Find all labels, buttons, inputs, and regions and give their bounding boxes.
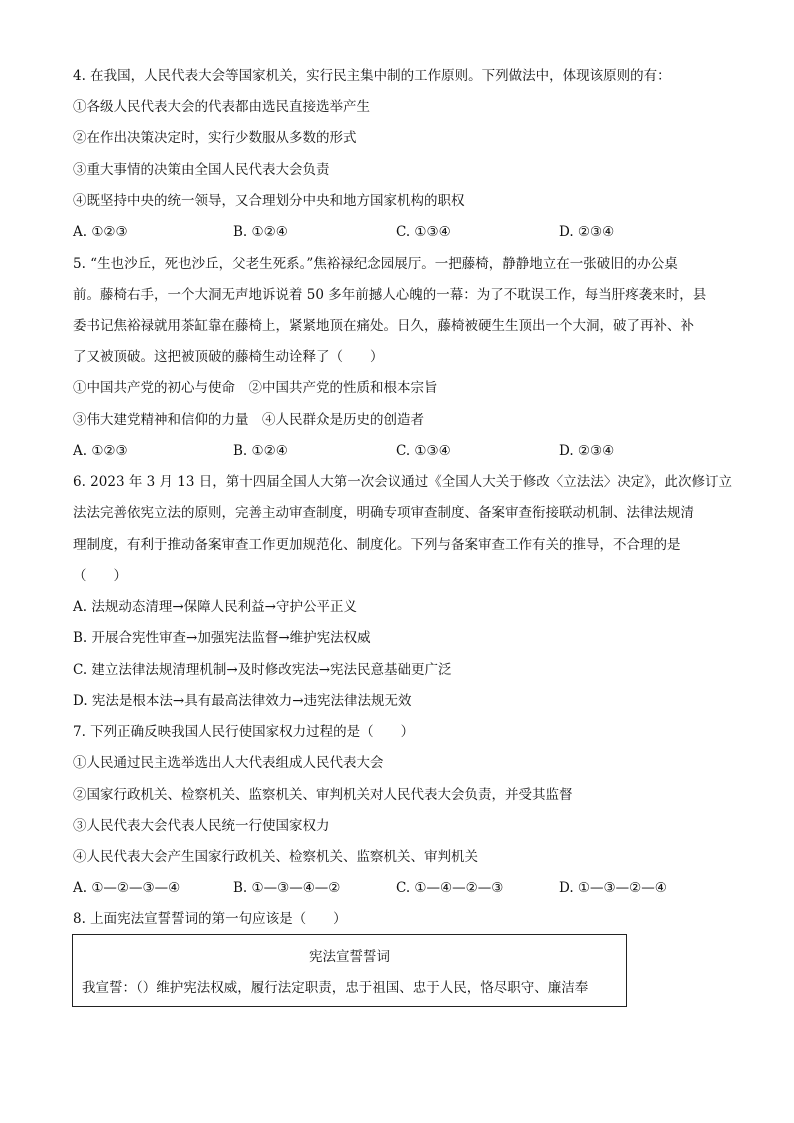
- q5-stem-line-4: 了又被顶破。这把被顶破的藤椅生动诠释了（ ）: [73, 349, 384, 365]
- q5-option-b[interactable]: B. ①②④: [233, 443, 288, 459]
- q7-option-b[interactable]: B. ①—③—④—②: [233, 880, 341, 896]
- q4-options: [73, 222, 713, 242]
- oath-box: [72, 934, 627, 1007]
- q5-item-1: ①中国共产党的初心与使命 ②中国共产党的性质和根本宗旨: [73, 380, 438, 396]
- q4-option-d[interactable]: D. ②③④: [559, 224, 615, 240]
- oath-box-text: 我宣誓：（）维护宪法权威，履行法定职责，忠于祖国、忠于人民，恪尽职守、廉洁奉: [82, 980, 589, 996]
- q5-option-d[interactable]: D. ②③④: [559, 443, 615, 459]
- q4-stem: 4. 在我国，人民代表大会等国家机关，实行民主集中制的工作原则。下列做法中，体现该原则的有：: [73, 68, 671, 84]
- q6-option-b[interactable]: B. 开展合宪性审查→加强宪法监督→维护宪法权威: [73, 630, 371, 646]
- q5-stem-line-3: 委书记焦裕禄就用茶缸靠在藤椅上，紧紧地顶在痛处。日久，藤椅被硬生生顶出一个大洞，破了再补、补: [73, 318, 694, 334]
- q7-item-3: ③人民代表大会代表人民统一行使国家权力: [73, 818, 330, 834]
- q6-option-d[interactable]: D. 宪法是根本法→具有最高法律效力→违宪法律法规无效: [73, 693, 412, 709]
- q4-option-c[interactable]: C. ①③④: [396, 224, 451, 240]
- q7-item-2: ②国家行政机关、检察机关、监察机关、审判机关对人民代表大会负责，并受其监督: [73, 787, 573, 803]
- q6-stem-line-2: 法法完善依宪立法的原则，完善主动审查制度，明确专项审查制度、备案审查衔接联动机制、法律法规清: [73, 505, 694, 521]
- q8-stem: 8. 上面宪法宣誓誓词的第一句应该是（ ）: [73, 911, 347, 927]
- q5-stem-line-2: 前。藤椅右手，一个大洞无声地诉说着 50 多年前撼人心魄的一幕：为了不耽误工作，每当肝疼袭来时，县: [73, 287, 707, 303]
- q7-stem: 7. 下列正确反映我国人民行使国家权力过程的是（ ）: [73, 724, 415, 740]
- q5-option-a[interactable]: A. ①②③: [73, 443, 128, 459]
- q6-stem-line-3: 理制度，有利于推动备案审查工作更加规范化、制度化。下列与备案审查工作有关的推导，不合理的是: [73, 537, 681, 553]
- q6-stem-line-1: 6. 2023 年 3 月 13 日，第十四届全国人大第一次会议通过《全国人大关于修改〈立法法〉决定》，此次修订立: [73, 474, 733, 490]
- q7-item-4: ④人民代表大会产生国家行政机关、检察机关、监察机关、审判机关: [73, 849, 478, 865]
- q6-option-a[interactable]: A. 法规动态清理→保障人民利益→守护公平正义: [73, 599, 357, 615]
- q7-option-d[interactable]: D. ①—③—②—④: [559, 880, 667, 896]
- q4-option-a[interactable]: A. ①②③: [73, 224, 128, 240]
- q5-stem-line-1: 5. “生也沙丘，死也沙丘，父老生死系。”焦裕禄纪念园展厅。一把藤椅，静静地立在一张破旧的办公桌: [73, 256, 678, 272]
- q6-stem-line-4: （ ）: [73, 568, 127, 584]
- q4-item-3: ③重大事情的决策由全国人民代表大会负责: [73, 162, 330, 178]
- q5-options: [73, 441, 713, 461]
- q4-item-2: ②在作出决策决定时，实行少数服从多数的形式: [73, 130, 357, 146]
- q7-options: [73, 878, 713, 898]
- q7-option-c[interactable]: C. ①—④—②—③: [396, 880, 504, 896]
- q4-item-1: ①各级人民代表大会的代表都由选民直接选举产生: [73, 99, 370, 115]
- q7-item-1: ①人民通过民主选举选出人大代表组成人民代表大会: [73, 755, 384, 771]
- oath-box-title: 宪法宣誓誓词: [309, 949, 390, 965]
- q5-option-c[interactable]: C. ①③④: [396, 443, 451, 459]
- q5-item-2: ③伟大建党精神和信仰的力量 ④人民群众是历史的创造者: [73, 412, 424, 428]
- q7-option-a[interactable]: A. ①—②—③—④: [73, 880, 181, 896]
- q4-option-b[interactable]: B. ①②④: [233, 224, 288, 240]
- q6-option-c[interactable]: C. 建立法律法规清理机制→及时修改宪法→宪法民意基础更广泛: [73, 662, 452, 678]
- q4-item-4: ④既坚持中央的统一领导，又合理划分中央和地方国家机构的职权: [73, 193, 465, 209]
